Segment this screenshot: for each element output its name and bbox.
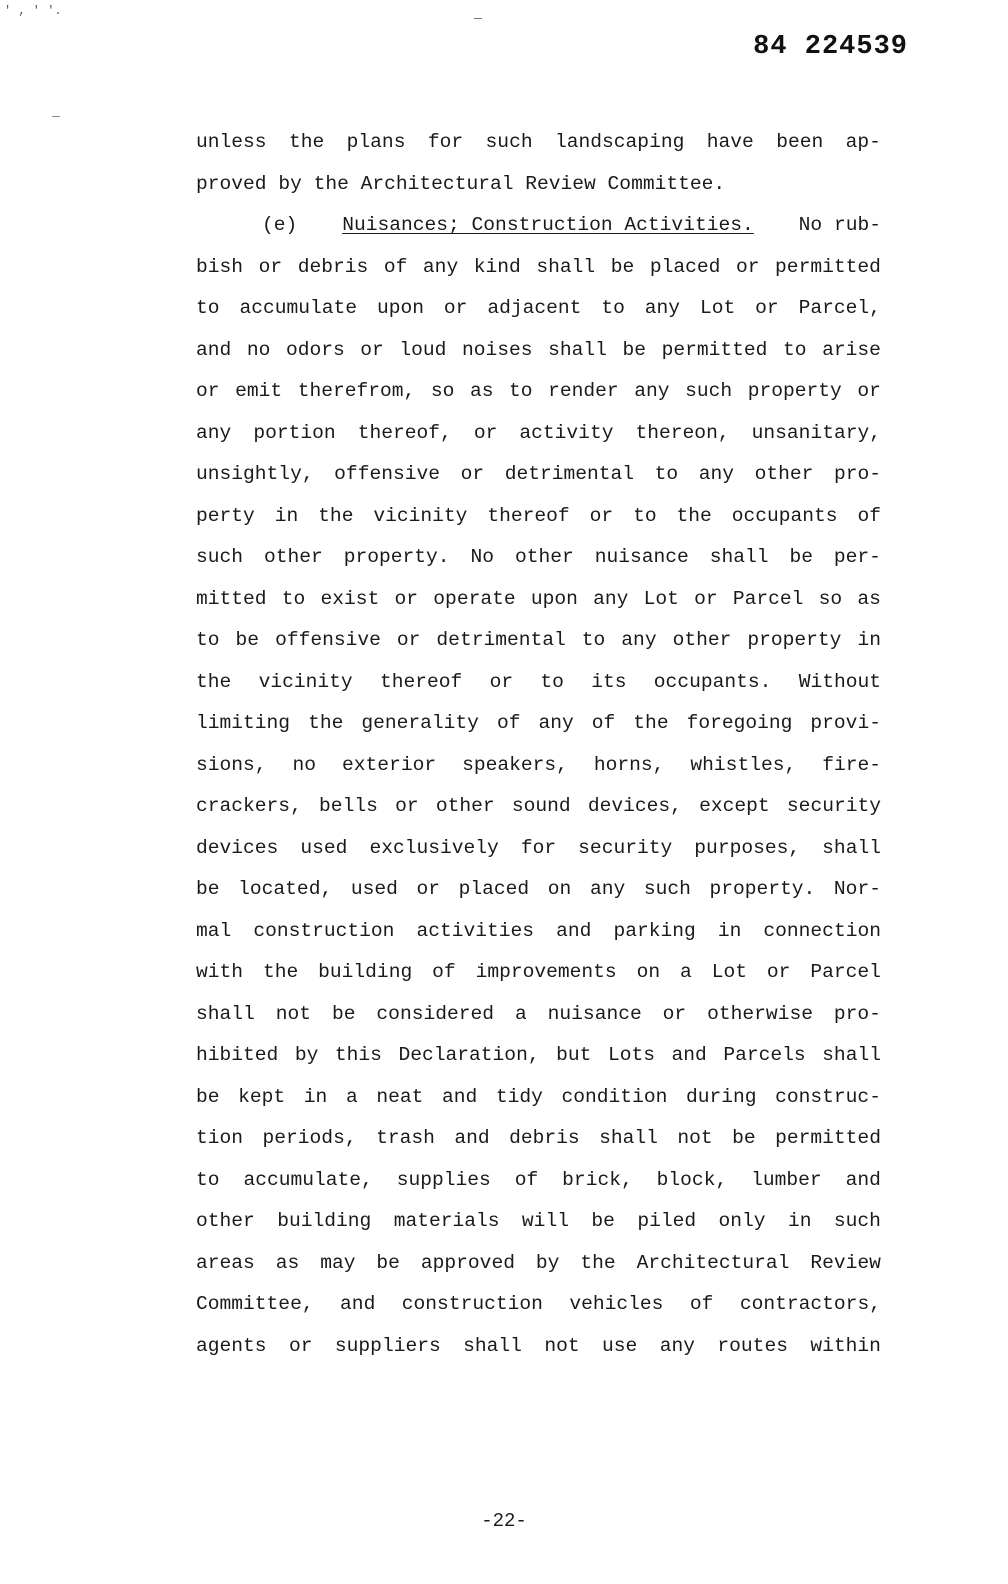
section-heading-line [196, 205, 881, 247]
body-line: sions, no exterior speakers, horns, whistles, fire- [196, 753, 881, 776]
scan-artifact [52, 116, 60, 117]
body-line: any portion thereof, or activity thereon, unsanitary, [196, 421, 881, 444]
body-line: to be offensive or detrimental to any other property in [196, 629, 881, 651]
body-line: proved by the Architectural Review Committee. [196, 172, 726, 195]
body-line: Committee, and construction vehicles of contractors, [196, 1293, 881, 1315]
body-line: be kept in a neat and tidy condition during construc- [196, 1085, 881, 1108]
document-number: 84 224539 [753, 32, 908, 62]
body-line: tion periods, trash and debris shall not be permitted [196, 1127, 881, 1149]
body-line: hibited by this Declaration, but Lots and Parcels shall [196, 1044, 881, 1066]
body-line: unless the plans for such landscaping have been ap- [196, 131, 881, 153]
section-title: Nuisances; Construction Activities. [342, 214, 754, 236]
body-line: mitted to exist or operate upon any Lot or Parcel so as [196, 587, 881, 610]
body-line: other building materials will be piled only in such [196, 1210, 881, 1232]
body-line: with the building of improvements on a Lot or Parcel [196, 961, 881, 983]
body-line: be located, used or placed on any such property. Nor- [196, 878, 881, 900]
body-line: or emit therefrom, so as to render any such property or [196, 380, 881, 402]
body-line: such other property. No other nuisance shall be per- [196, 546, 881, 568]
body-line: mal construction activities and parking in connection [196, 919, 881, 942]
body-line: areas as may be approved by the Architectural Review [196, 1251, 881, 1274]
document-body [196, 122, 881, 1367]
scan-marks: ' , ' '. [4, 4, 62, 18]
body-line: perty in the vicinity thereof or to the occupants of [196, 504, 881, 527]
body-line: and no odors or loud noises shall be permitted to arise [196, 338, 881, 361]
body-line: the vicinity thereof or to its occupants. Without [196, 670, 881, 693]
body-line: bish or debris of any kind shall be placed or permitted [196, 255, 881, 278]
body-line: limiting the generality of any of the foregoing provi- [196, 712, 881, 734]
scan-artifact [474, 18, 482, 19]
body-line: to accumulate, supplies of brick, block, lumber and [196, 1168, 881, 1191]
body-line: crackers, bells or other sound devices, except security [196, 795, 881, 817]
body-line: agents or suppliers shall not use any routes within [196, 1334, 881, 1357]
section-marker: (e) [262, 214, 298, 236]
page-number: -22- [481, 1510, 527, 1532]
body-line: unsightly, offensive or detrimental to any other pro- [196, 463, 881, 485]
body-line: shall not be considered a nuisance or otherwise pro- [196, 1002, 881, 1025]
section-trailing-text: No rub- [798, 214, 881, 236]
body-line: devices used exclusively for security purposes, shall [196, 836, 881, 859]
body-line: to accumulate upon or adjacent to any Lot or Parcel, [196, 297, 881, 319]
